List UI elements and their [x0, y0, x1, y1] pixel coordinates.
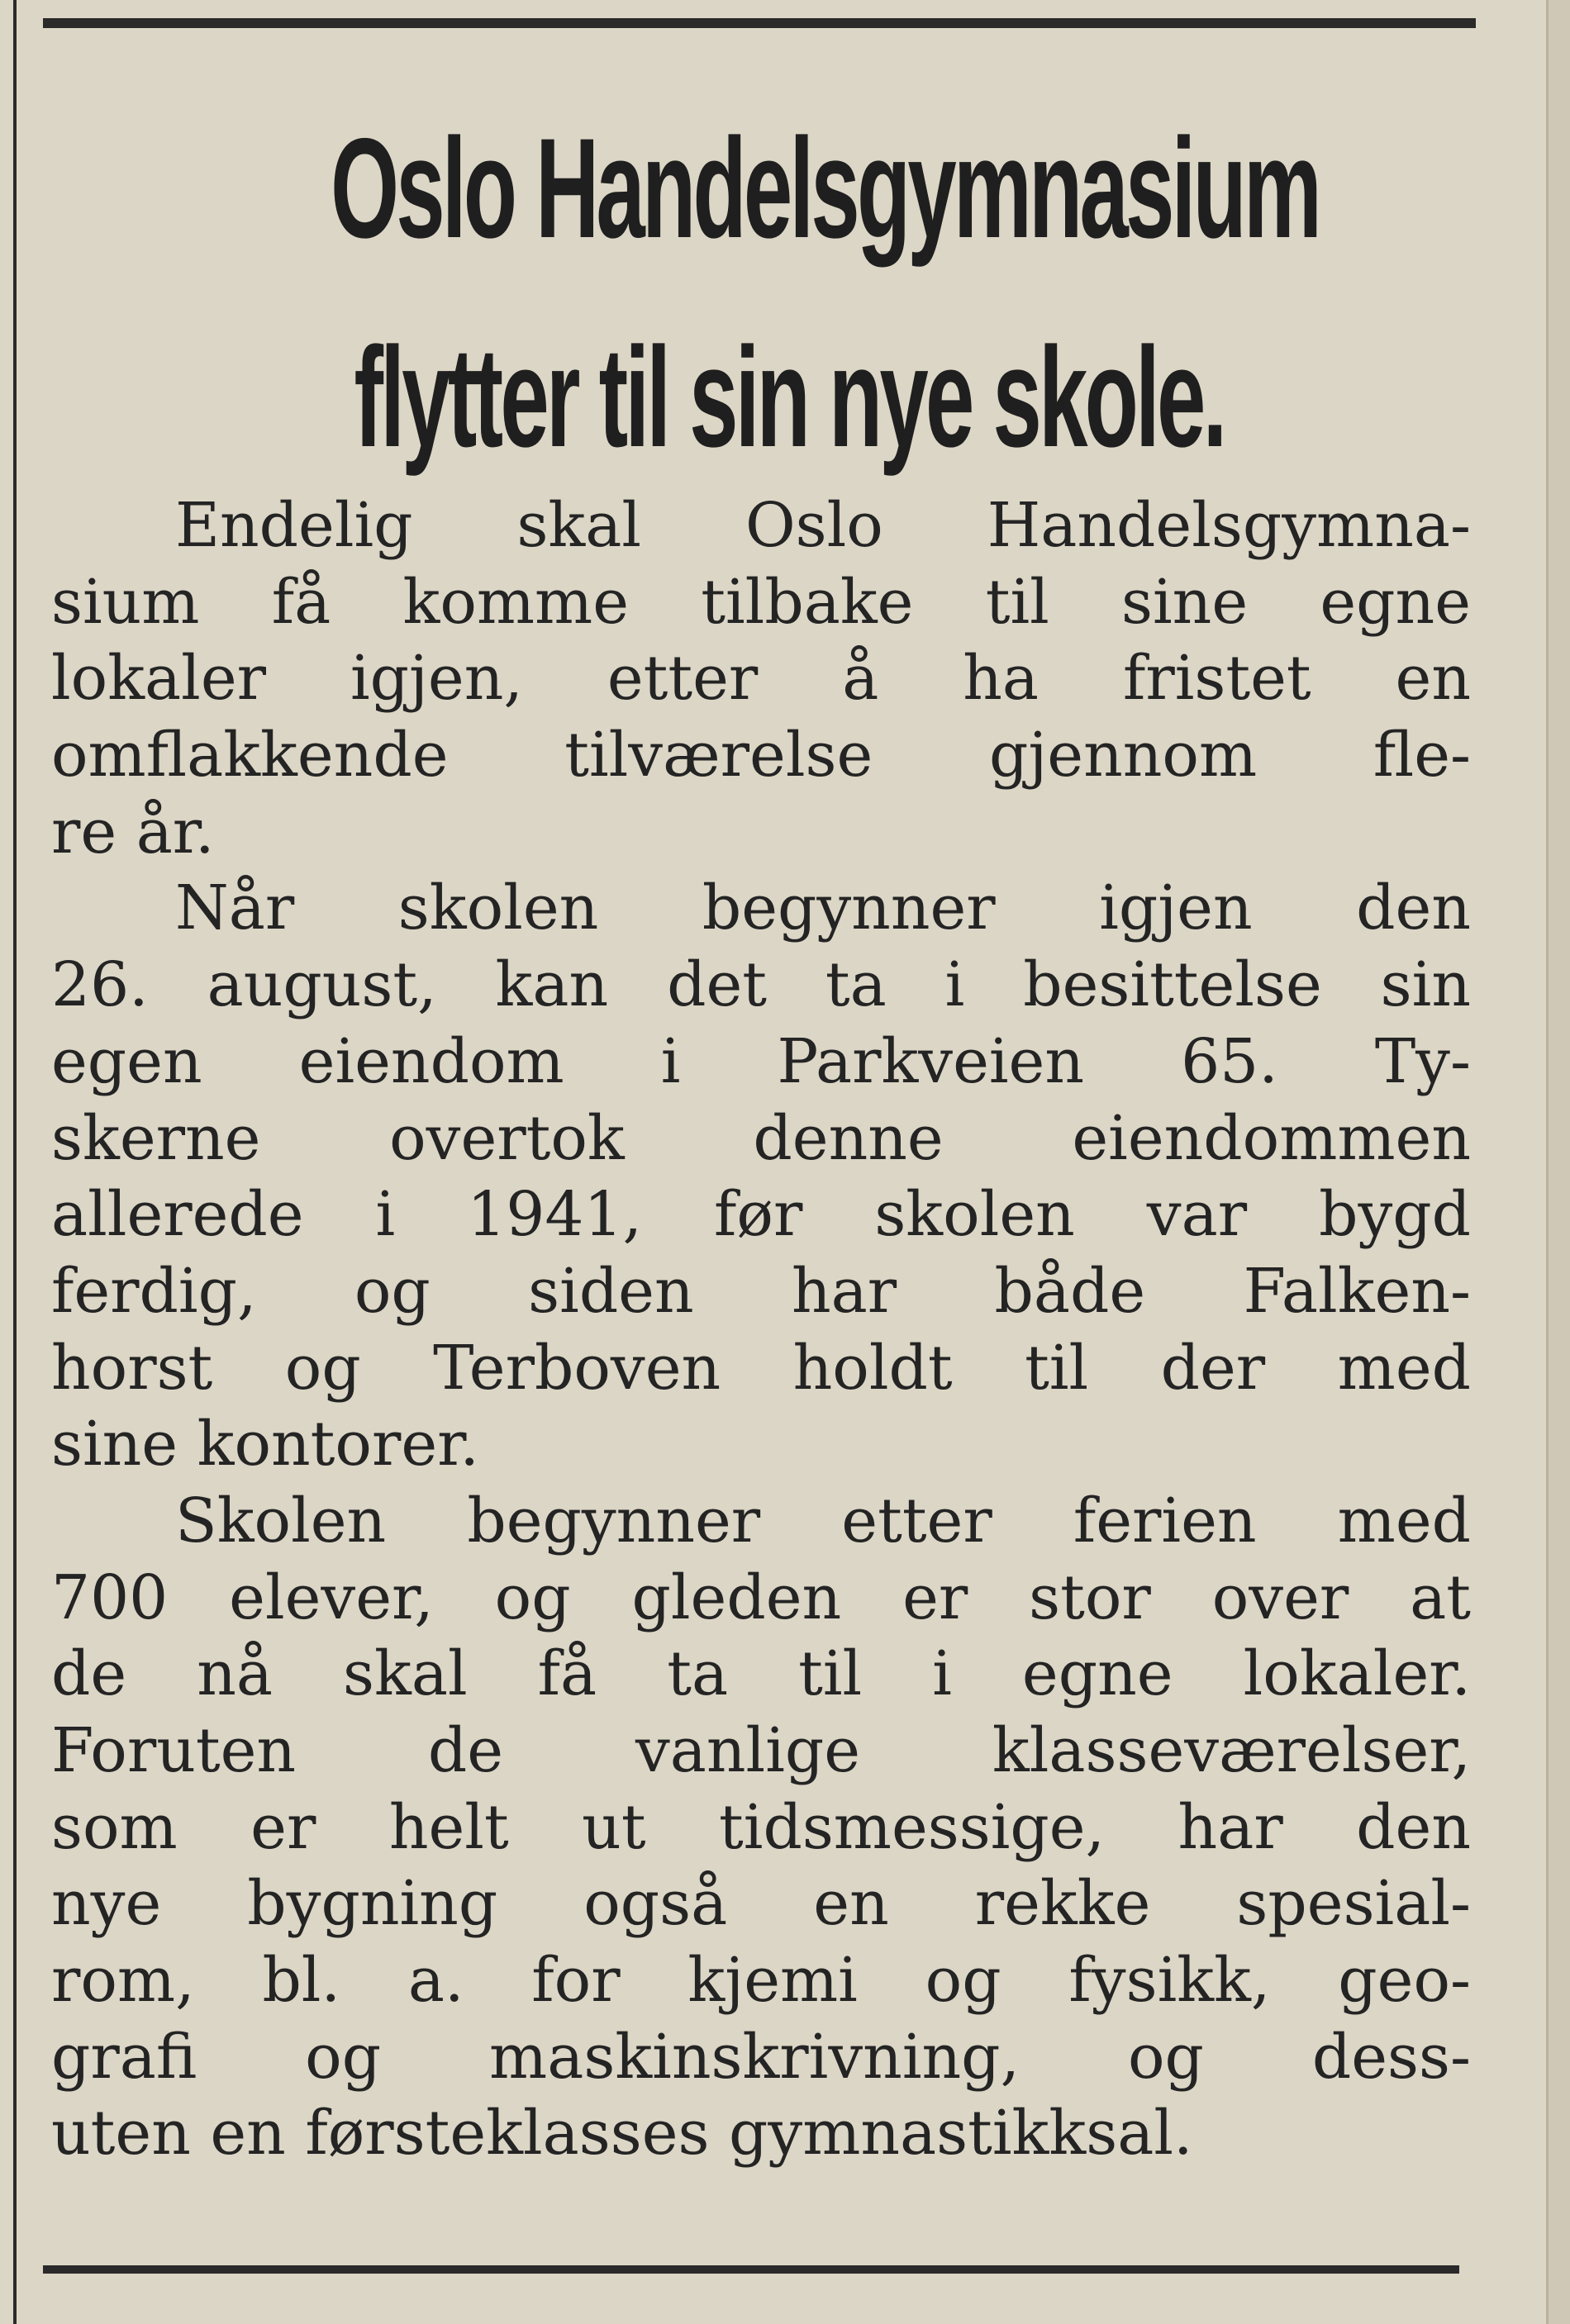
text-line: som er helt ut tidsmessige, har den: [51, 1791, 1471, 1863]
page-edge-right: [1546, 0, 1570, 2324]
text-line: grafi og maskinskrivning, og dess-: [51, 2021, 1471, 2093]
text-line: egen eiendom i Parkveien 65. Ty-: [51, 1025, 1471, 1097]
text-line: nye bygning også en rekke spesial-: [51, 1868, 1471, 1940]
bottom-rule: [43, 2265, 1459, 2274]
text-line: lokaler igjen, etter å ha fristet en: [51, 643, 1471, 715]
text-line: horst og Terboven holdt til der med: [51, 1332, 1471, 1404]
headline-line-1: Oslo Handelsgymnasium: [331, 109, 1320, 268]
text-line: de nå skal få ta til i egne lokaler.: [51, 1638, 1471, 1710]
text-line: skerne overtok denne eiendommen: [51, 1102, 1471, 1174]
text-line: sium få komme tilbake til sine egne: [51, 566, 1471, 638]
text-line: Endelig skal Oslo Handelsgymna-: [175, 490, 1471, 561]
article-body: [51, 487, 1471, 2172]
text-line: omflakkende tilværelse gjennom fle-: [51, 720, 1471, 791]
text-line: 700 elever, og gleden er stor over at: [51, 1561, 1471, 1633]
text-line: Skolen begynner etter ferien med: [175, 1485, 1471, 1556]
text-line: allerede i 1941, før skolen var bygd: [51, 1179, 1471, 1251]
text-line: ferdig, og siden har både Falken-: [51, 1255, 1471, 1327]
text-line: rom, bl. a. for kjemi og fysikk, geo-: [51, 1945, 1471, 2017]
top-rule: [43, 18, 1476, 28]
text-line: Når skolen begynner igjen den: [175, 872, 1471, 944]
text-line: sine kontorer.: [51, 1409, 479, 1480]
text-line: Foruten de vanlige klasseværelser,: [51, 1715, 1471, 1786]
text-line: uten en førsteklasses gymnastikksal.: [51, 2098, 1193, 2170]
headline-line-2: flytter til sin nye skole.: [354, 318, 1225, 477]
column-rule-left: [13, 0, 17, 2324]
text-line: 26. august, kan det ta i besittelse sin: [51, 949, 1471, 1021]
text-line: re år.: [51, 796, 215, 867]
